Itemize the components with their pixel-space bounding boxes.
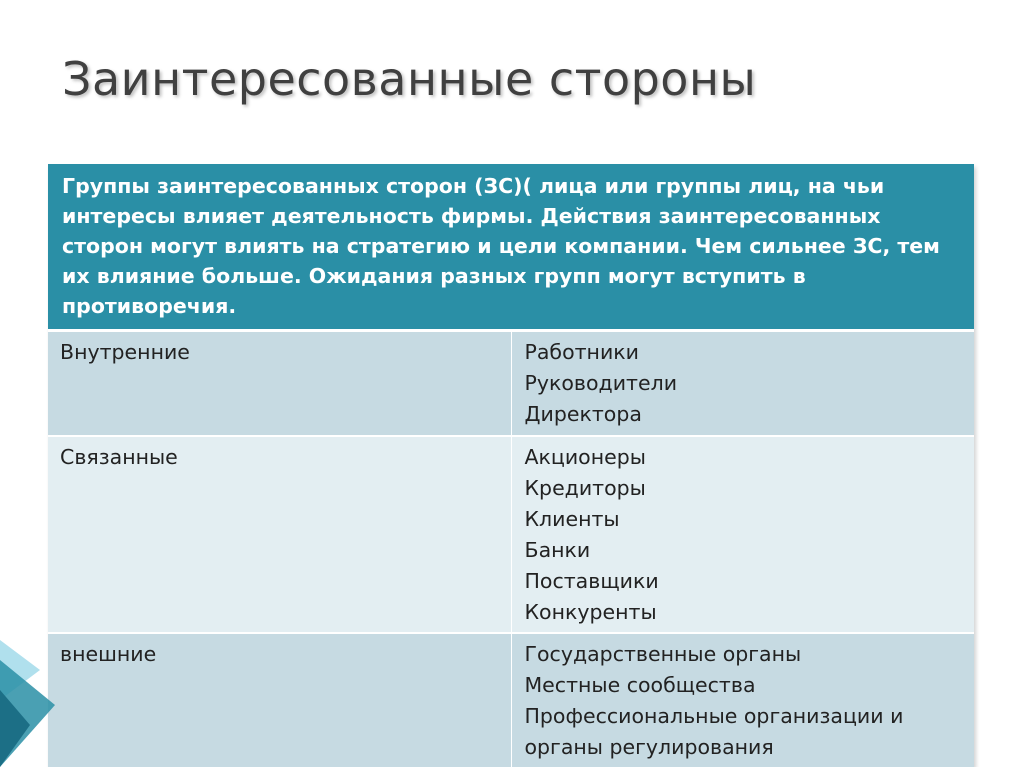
table-row — [48, 331, 974, 436]
table-row — [48, 436, 974, 633]
category-cell: внешние — [48, 633, 511, 767]
table-header-cell: Группы заинтересованных сторон (ЗС)( лица или группы лиц, на чьи интересы влияет деятельность фирмы. Действия заинтересованных сторон могут влиять на стратегию и цели компании. Чем сильнее ЗС, тем их влияние больше. Ожидания разных групп могут вступить в противоречия. — [48, 164, 974, 331]
list-item: Государственные органы — [524, 641, 802, 666]
table-header-row — [48, 164, 974, 331]
list-item: Конкуренты — [524, 599, 657, 624]
list-item: органы регулирования — [524, 734, 774, 759]
list-item: Профессиональные организации и — [524, 703, 904, 728]
table-row — [48, 633, 974, 767]
list-item: Директора — [524, 402, 642, 426]
items-cell — [511, 633, 974, 767]
list-item: Кредиторы — [524, 475, 646, 500]
list-item: Руководители — [524, 371, 678, 395]
items-cell — [511, 331, 974, 436]
corner-decoration — [0, 630, 60, 767]
list-item: Работники — [524, 340, 639, 364]
list-item: Местные сообщества — [524, 672, 756, 697]
list-item: Банки — [524, 537, 591, 562]
category-cell: Внутренние — [48, 331, 511, 436]
list-item: Поставщики — [524, 568, 659, 593]
list-item: Клиенты — [524, 506, 620, 531]
list-item: Акционеры — [524, 444, 646, 469]
slide-title: Заинтересованные стороны — [62, 52, 757, 106]
items-cell — [511, 436, 974, 633]
stakeholders-table — [48, 164, 974, 767]
category-cell: Связанные — [48, 436, 511, 633]
